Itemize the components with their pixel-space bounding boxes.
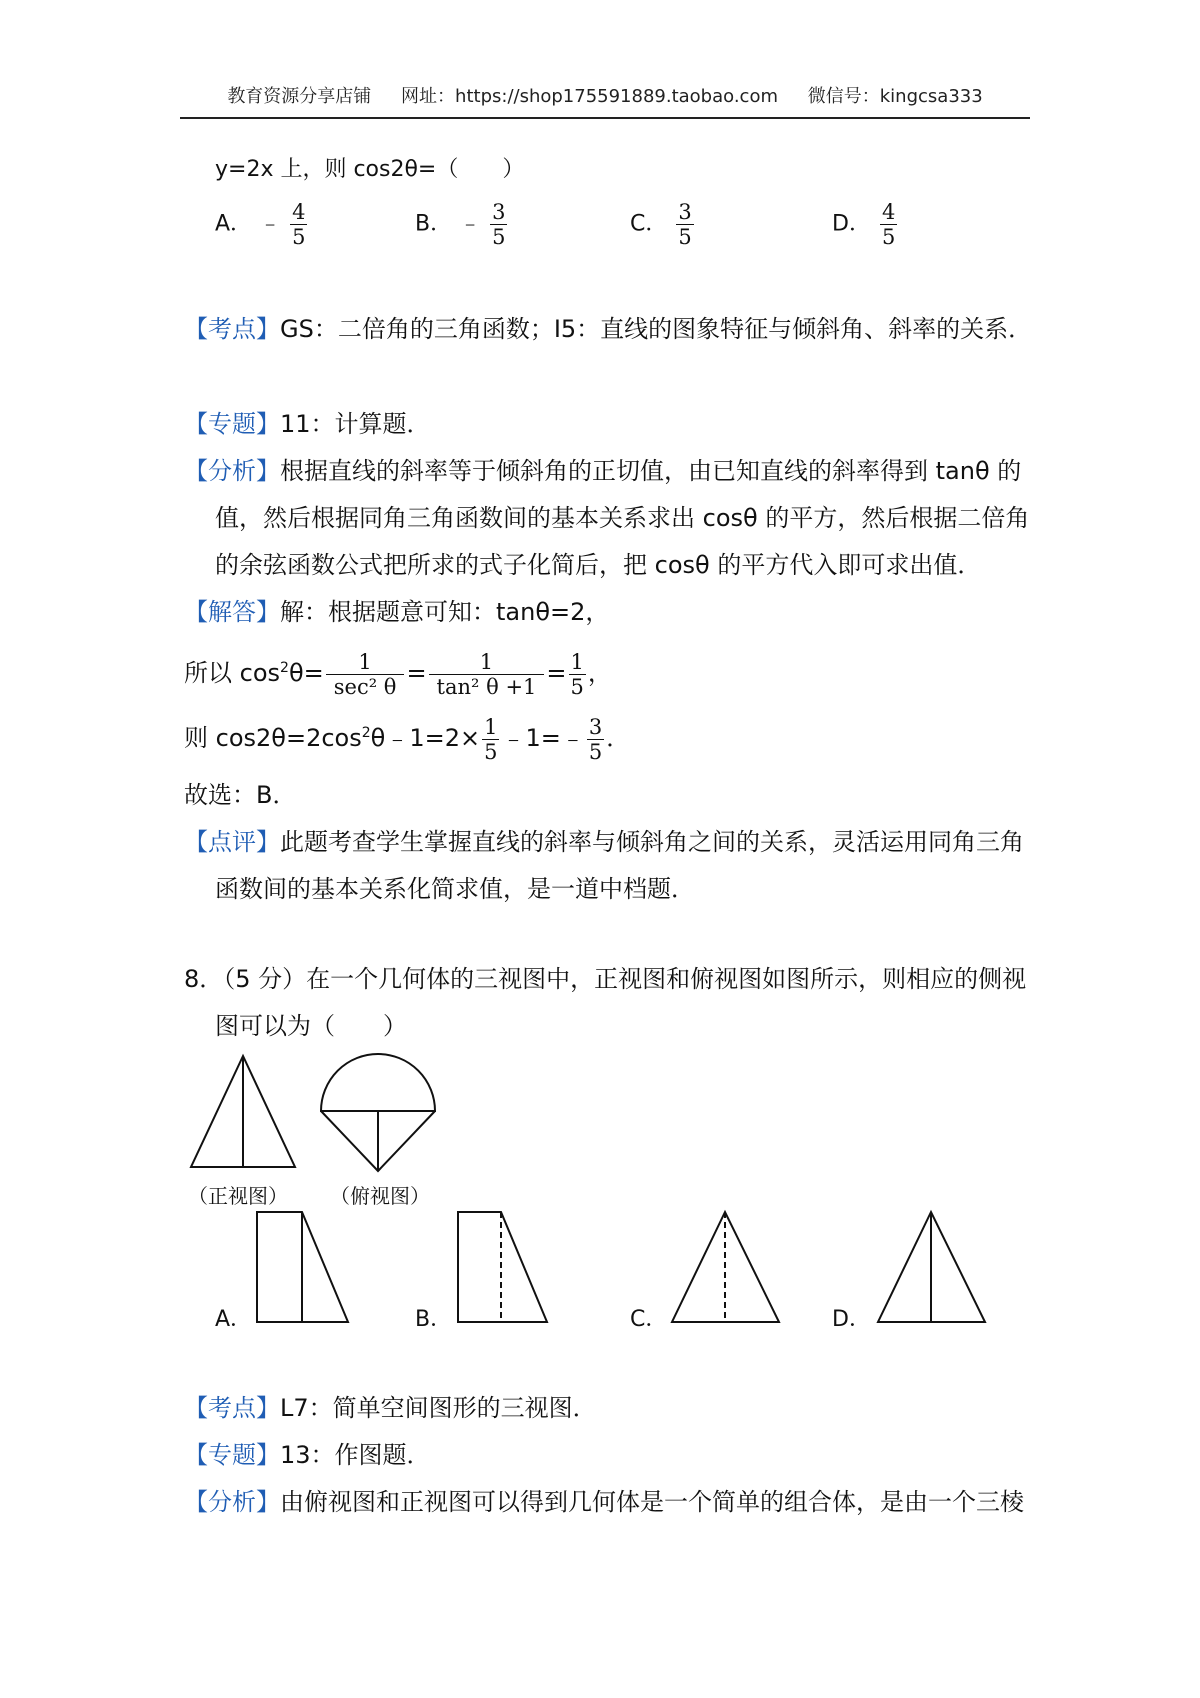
option-fraction (880, 200, 897, 249)
fraction-three-fifths (587, 715, 604, 764)
top-view-figure (318, 1054, 468, 1194)
page-header (180, 82, 1030, 119)
q7-jieda-line-2 (184, 640, 612, 701)
header-url: 网址：https://shop175591889.taobao.com (401, 86, 779, 107)
option-fraction (490, 200, 507, 249)
zhuanti-tag: 【专题】 (184, 1441, 280, 1469)
q8-option-a-label: A． (215, 1307, 253, 1332)
jieda-text: 解：根据题意可知：tanθ=2， (280, 598, 610, 626)
equals-sign: = (406, 659, 427, 687)
denominator: 5 (492, 225, 506, 249)
front-view-figure (188, 1054, 298, 1174)
option-letter: D． (832, 211, 871, 237)
q7-fenxi-line-3: 的余弦函数公式把所求的式子化简后，把 cosθ 的平方代入即可求出值． (215, 551, 982, 579)
denominator: sec² θ (326, 674, 405, 699)
comma: ， (587, 659, 612, 687)
q8-option-d-label: D． (832, 1307, 871, 1332)
expr-text: θ= (288, 659, 324, 687)
option-letter: B． (415, 211, 453, 237)
q7-jieda-line-1 (184, 595, 609, 629)
denominator: 5 (292, 225, 306, 249)
option-letter: A． (215, 211, 253, 237)
numerator: 4 (292, 200, 306, 224)
numerator: 3 (492, 200, 506, 224)
q7-fenxi-line-1 (184, 454, 1021, 488)
q8-option-c-figure (670, 1210, 785, 1325)
top-view-caption: （俯视图） (330, 1184, 430, 1208)
equals-sign: = (546, 659, 567, 687)
q8-option-b-figure (456, 1210, 556, 1325)
exponent: 2 (361, 725, 371, 741)
q8-option-c-label: C． (630, 1307, 668, 1332)
option-fraction (290, 200, 307, 249)
option-sign: ﹣ (459, 211, 482, 237)
front-view-caption: （正视图） (188, 1184, 288, 1208)
option-b-outline (458, 1212, 547, 1322)
q8-option-a-figure (255, 1210, 355, 1325)
numerator: 3 (678, 200, 692, 224)
option-sign: ﹣ (259, 211, 282, 237)
zhuanti-text: 11：计算题． (280, 410, 431, 438)
q7-zhuanti (184, 407, 431, 441)
denominator: 5 (484, 739, 498, 764)
denominator: 5 (570, 674, 584, 699)
numerator: 1 (484, 714, 498, 739)
denominator: 5 (678, 225, 692, 249)
option-letter: C． (630, 211, 668, 237)
q8-zhuanti (184, 1438, 431, 1472)
expr-text: θ﹣1=2× (370, 724, 481, 752)
expr-text: 则 cos2θ=2cos (184, 724, 362, 752)
q8-kaodian (184, 1391, 597, 1425)
top-view-semicircle (321, 1054, 435, 1111)
denominator: tan² θ +1 (429, 674, 545, 699)
exponent: 2 (280, 660, 289, 676)
q7-jieda-line-3 (184, 705, 630, 766)
zhuanti-text: 13：作图题． (280, 1441, 431, 1469)
expr-text: ﹣1=﹣ (501, 724, 585, 752)
q7-option-b (415, 200, 509, 249)
dianping-text: 此题考查学生掌握直线的斜率与倾斜角之间的关系，灵活运用同角三角 (280, 828, 1024, 856)
header-shop: 教育资源分享店铺 (227, 86, 372, 107)
kaodian-tag: 【考点】 (184, 315, 280, 343)
fraction-result (569, 650, 586, 699)
q7-stem-tail: y=2x 上，则 cos2θ=（ ） (215, 157, 525, 182)
q8-option-d-figure (876, 1210, 991, 1325)
fraction-tan (429, 650, 545, 699)
fenxi-text: 由俯视图和正视图可以得到几何体是一个简单的组合体，是由一个三棱 (280, 1488, 1024, 1516)
expr-text: 所以 cos (184, 659, 281, 687)
fenxi-text: 根据直线的斜率等于倾斜角的正切值，由已知直线的斜率得到 tanθ 的 (280, 457, 1022, 485)
q8-stem-line-1: 8．（5 分）在一个几何体的三视图中，正视图和俯视图如图所示，则相应的侧视 (184, 965, 1027, 993)
kaodian-tag: 【考点】 (184, 1394, 280, 1422)
q7-answer: 故选：B． (184, 781, 297, 809)
q7-dianping-line-1 (184, 825, 1024, 859)
fenxi-tag: 【分析】 (184, 1488, 280, 1516)
numerator: 1 (358, 649, 372, 674)
q7-dianping-line-2: 函数间的基本关系化简求值，是一道中档题． (215, 875, 695, 903)
numerator: 1 (570, 649, 584, 674)
fenxi-tag: 【分析】 (184, 457, 280, 485)
q8-fenxi (184, 1485, 1024, 1519)
fraction-one-fifth (482, 715, 499, 764)
q7-option-d (832, 200, 899, 249)
header-wechat: 微信号：kingcsa333 (807, 86, 983, 107)
q8-stem-line-2: 图可以为（ ） (215, 1012, 407, 1040)
q7-option-a (215, 200, 309, 249)
q7-kaodian (184, 312, 1032, 346)
period: ． (606, 724, 631, 752)
numerator: 4 (881, 200, 896, 224)
option-fraction (676, 200, 693, 249)
q7-option-c (630, 200, 696, 249)
fraction-sec (326, 650, 405, 699)
denominator: 5 (881, 225, 896, 249)
zhuanti-tag: 【专题】 (184, 410, 280, 438)
jieda-tag: 【解答】 (184, 598, 280, 626)
numerator: 3 (588, 714, 603, 739)
kaodian-text: L7：简单空间图形的三视图． (280, 1394, 597, 1422)
denominator: 5 (588, 739, 603, 764)
q7-fenxi-line-2: 值，然后根据同角三角函数间的基本关系求出 cosθ 的平方，然后根据二倍角 (215, 504, 1030, 532)
dianping-tag: 【点评】 (184, 828, 280, 856)
q8-option-b-label: B． (415, 1307, 453, 1332)
kaodian-text: GS：二倍角的三角函数；I5：直线的图象特征与倾斜角、斜率的关系． (280, 315, 1033, 343)
numerator: 1 (479, 649, 494, 674)
